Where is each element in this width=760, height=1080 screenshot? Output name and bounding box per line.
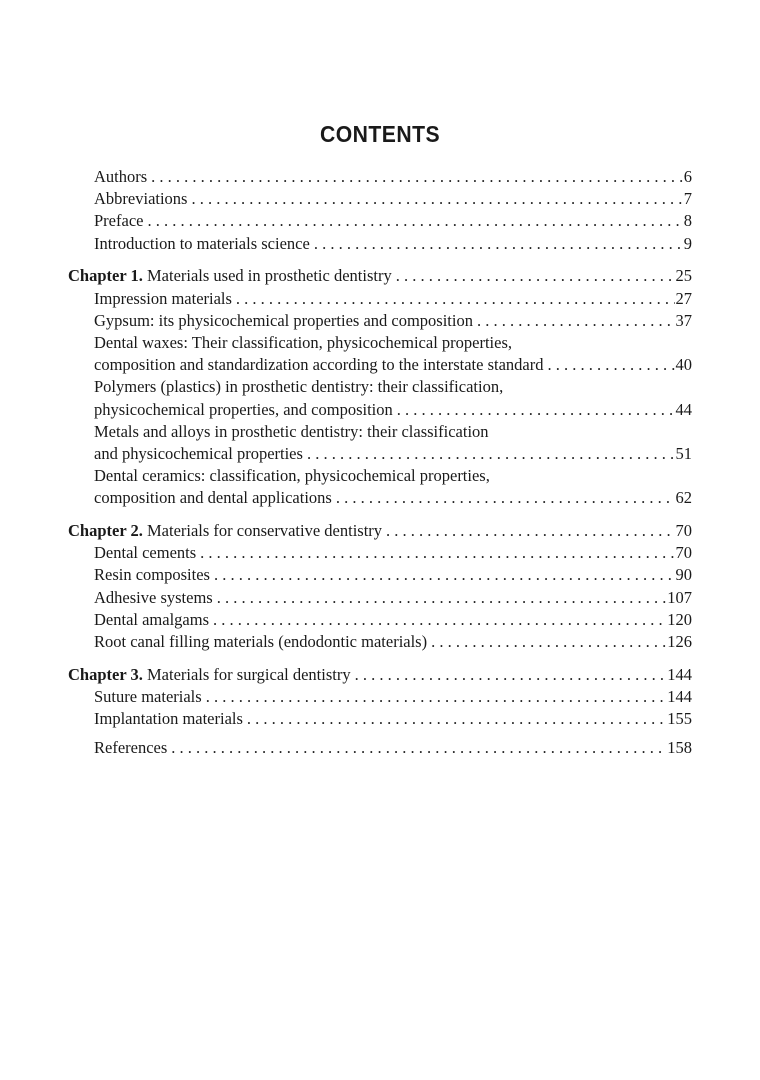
- toc-entry-abbreviations[interactable]: [68, 188, 692, 210]
- dot-leader: [213, 609, 666, 631]
- page-number: 40: [675, 355, 692, 375]
- page-number: 144: [667, 664, 692, 684]
- dot-leader: [236, 288, 675, 310]
- page-number: 37: [675, 310, 692, 330]
- dot-leader: [336, 487, 675, 509]
- dot-leader: [147, 210, 682, 232]
- entry-title: Adhesive systems: [94, 587, 213, 607]
- dot-leader: [206, 686, 667, 708]
- toc-entry-metals-and-alloys[interactable]: [68, 421, 692, 465]
- toc-entry-introduction[interactable]: [68, 233, 692, 255]
- dot-leader: [247, 708, 666, 730]
- toc-entry-suture-materials[interactable]: [68, 686, 692, 708]
- toc-entry-chapter-1[interactable]: [68, 265, 692, 287]
- toc-entry-dental-cements[interactable]: [68, 542, 692, 564]
- page-number: 44: [675, 399, 692, 419]
- page-number: 120: [667, 609, 692, 629]
- dot-leader: [307, 443, 675, 465]
- page-number: 9: [683, 233, 692, 253]
- toc-entry-chapter-2[interactable]: [68, 520, 692, 542]
- page-number: 126: [667, 632, 692, 652]
- page-number: 155: [667, 709, 692, 729]
- entry-title: physicochemical properties, and composition: [94, 399, 393, 419]
- entry-title: Implantation materials: [94, 709, 243, 729]
- chapter-heading: [68, 265, 392, 287]
- toc-entry-chapter-3[interactable]: [68, 664, 692, 686]
- toc-entry-dental-ceramics[interactable]: [68, 465, 692, 509]
- table-of-contents: [68, 166, 692, 770]
- page-number: 70: [675, 521, 692, 541]
- entry-title-first-line: Dental waxes: Their classification, physicochemical properties,: [94, 332, 513, 352]
- entry-title: Preface: [94, 211, 144, 231]
- toc-entry-dental-waxes[interactable]: [68, 332, 692, 376]
- entry-title: Gypsum: its physicochemical properties and composition: [94, 310, 473, 330]
- dot-leader: [314, 233, 683, 255]
- front-matter: [68, 166, 692, 255]
- dot-leader: [386, 520, 674, 542]
- dot-leader: [431, 631, 666, 653]
- page-title: CONTENTS: [319, 121, 441, 148]
- entry-title-first-line: Metals and alloys in prosthetic dentistry: their classification: [94, 421, 489, 441]
- chapter-heading: [68, 664, 351, 686]
- dot-leader: [355, 664, 667, 686]
- page-number: 8: [683, 211, 692, 231]
- page-number: 6: [683, 167, 692, 186]
- entry-title: Suture materials: [94, 686, 202, 706]
- entry-title: and physicochemical properties: [94, 443, 303, 463]
- toc-entry-adhesive-systems[interactable]: [68, 587, 692, 609]
- toc-entry-implantation-materials[interactable]: [68, 708, 692, 730]
- toc-entry-preface[interactable]: [68, 210, 692, 232]
- entry-title: Root canal filling materials (endodontic materials): [94, 632, 428, 652]
- chapter-label: Chapter 1.: [68, 266, 143, 286]
- toc-entry-polymers[interactable]: [68, 376, 692, 420]
- page-number: 62: [675, 488, 692, 508]
- chapter-label: Chapter 2.: [68, 521, 143, 541]
- dot-leader: [548, 354, 675, 376]
- toc-entry-authors[interactable]: [68, 166, 692, 188]
- entry-title: Authors: [94, 167, 148, 186]
- toc-entry-dental-amalgams[interactable]: [68, 609, 692, 631]
- toc-entry-references[interactable]: [68, 737, 692, 759]
- dot-leader: [217, 587, 667, 609]
- entry-title-first-line: Polymers (plastics) in prosthetic dentistry: their classification,: [94, 377, 504, 397]
- dot-leader: [191, 188, 682, 210]
- dot-leader: [151, 166, 683, 188]
- page-number: 25: [675, 266, 692, 286]
- toc-entry-root-canal-filling[interactable]: [68, 631, 692, 653]
- entry-title: composition and dental applications: [94, 488, 332, 508]
- chapter-label: Chapter 3.: [68, 664, 143, 684]
- dot-leader: [214, 564, 675, 586]
- toc-entry-impression-materials[interactable]: [68, 288, 692, 310]
- chapter-heading: [68, 520, 382, 542]
- page-number: 107: [667, 587, 692, 607]
- entry-title: Dental amalgams: [94, 609, 210, 629]
- chapter-title: Materials for conservative dentistry: [147, 521, 383, 541]
- entry-title: Abbreviations: [94, 189, 188, 209]
- chapter-title: Materials for surgical dentistry: [147, 664, 351, 684]
- page-number: 90: [675, 565, 692, 585]
- toc-entry-gypsum[interactable]: [68, 310, 692, 332]
- entry-title-first-line: Dental ceramics: classification, physicochemical properties,: [94, 466, 490, 486]
- entry-title: Resin composites: [94, 565, 210, 585]
- chapter-2: [68, 520, 692, 653]
- page-number: 7: [683, 189, 692, 209]
- page-number: 51: [675, 443, 692, 463]
- dot-leader: [171, 737, 666, 759]
- chapter-1: [68, 265, 692, 509]
- page-number: 158: [667, 738, 692, 758]
- dot-leader: [397, 399, 675, 421]
- dot-leader: [200, 542, 674, 564]
- dot-leader: [477, 310, 675, 332]
- chapter-3: [68, 664, 692, 760]
- dot-leader: [396, 265, 675, 287]
- entry-title: References: [94, 738, 168, 758]
- page-number: 70: [675, 543, 692, 563]
- page-number: 27: [675, 288, 692, 308]
- entry-title: composition and standardization according to the interstate standard: [94, 355, 544, 375]
- entry-title: Introduction to materials science: [94, 233, 310, 253]
- chapter-title: Materials used in prosthetic dentistry: [147, 266, 392, 286]
- entry-title: Impression materials: [94, 288, 232, 308]
- toc-entry-resin-composites[interactable]: [68, 564, 692, 586]
- page-number: 144: [667, 686, 692, 706]
- entry-title: Dental cements: [94, 543, 197, 563]
